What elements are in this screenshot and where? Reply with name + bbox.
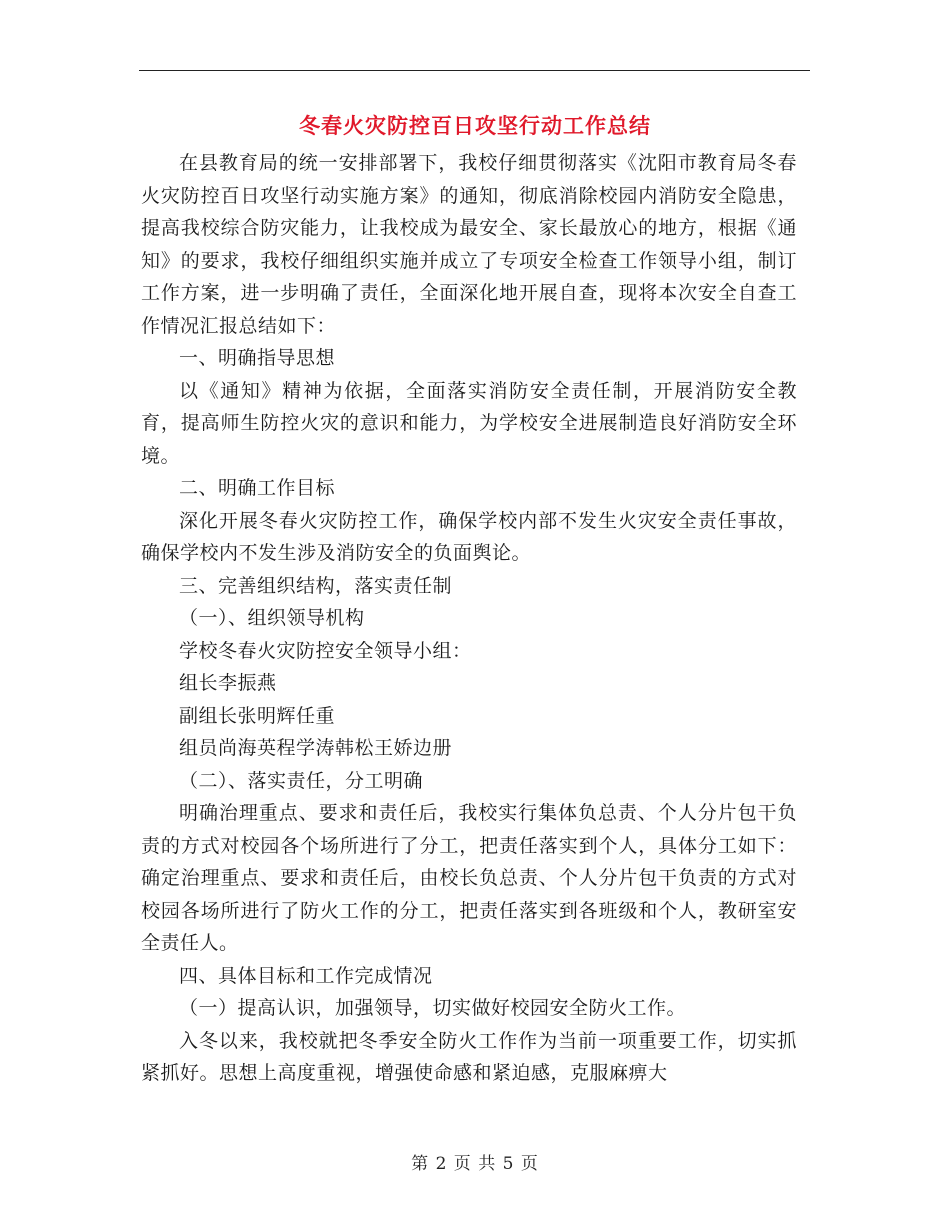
- page-number: 第 2 页 共 5 页: [411, 1154, 539, 1174]
- section-heading-4: 四、具体目标和工作完成情况: [179, 964, 433, 987]
- section-paragraph-2: 深化开展冬春火灾防控工作，确保学校内部不发生火灾安全责任事故，确保学校内不发生涉及消防安全的负面舆论。: [141, 509, 797, 564]
- subsection-heading-3-1: （一）、组织领导机构: [179, 607, 365, 629]
- section-heading-3: 三、完善组织结构，落实责任制: [179, 574, 453, 597]
- leadership-group-label: 学校冬春火灾防控安全领导小组：: [179, 639, 472, 662]
- group-members-line: 组员尚海英程学涛韩松王娇边册: [179, 737, 453, 759]
- document-title: 冬春火灾防控百日攻坚行动工作总结: [299, 113, 651, 138]
- section-paragraph-1: 以《通知》精神为依据，全面落实消防安全责任制，开展消防安全教育，提高师生防控火灾的意识和能力，为学校安全进展制造良好消防安全环境。: [141, 379, 797, 467]
- group-leader-line: 组长李振燕: [179, 672, 277, 694]
- responsibility-paragraph: 明确治理重点、要求和责任后，我校实行集体负总责、个人分片包干负责的方式对校园各个场所进行了分工，把责任落实到个人，具体分工如下：确定治理重点、要求和责任后，由校长负总责、个人分片包干负责的方式对校园各场所进行了防火工作的分工，把责任落实到各班级和个人，教研室安全责任人。: [141, 802, 797, 954]
- intro-paragraph: 在县教育局的统一安排部署下，我校仔细贯彻落实《沈阳市教育局冬春火灾防控百日攻坚行动实施方案》的通知，彻底消除校园内消防安全隐患，提高我校综合防灾能力，让我校成为最安全、家长最放心的地方，根据《通知》的要求，我校仔细组织实施并成立了专项安全检查工作领导小组，制订工作方案，进一步明确了责任，全面深化地开展自查，现将本次安全自查工作情况汇报总结如下：: [141, 152, 797, 337]
- section-heading-1: 一、明确指导思想: [179, 347, 336, 369]
- subsection-heading-3-2: （二）、落实责任，分工明确: [179, 769, 424, 792]
- section-heading-2: 二、明确工作目标: [179, 477, 336, 499]
- winter-work-paragraph: 入冬以来，我校就把冬季安全防火工作作为当前一项重要工作，切实抓紧抓好。思想上高度重视，增强使命感和紧迫感，克服麻痹大: [141, 1029, 797, 1084]
- deputy-leader-line: 副组长张明辉任重: [179, 704, 336, 727]
- subsection-heading-4-1: （一）提高认识，加强领导，切实做好校园安全防火工作。: [179, 997, 687, 1019]
- header-rule: [139, 70, 810, 71]
- document-body: [141, 147, 797, 1090]
